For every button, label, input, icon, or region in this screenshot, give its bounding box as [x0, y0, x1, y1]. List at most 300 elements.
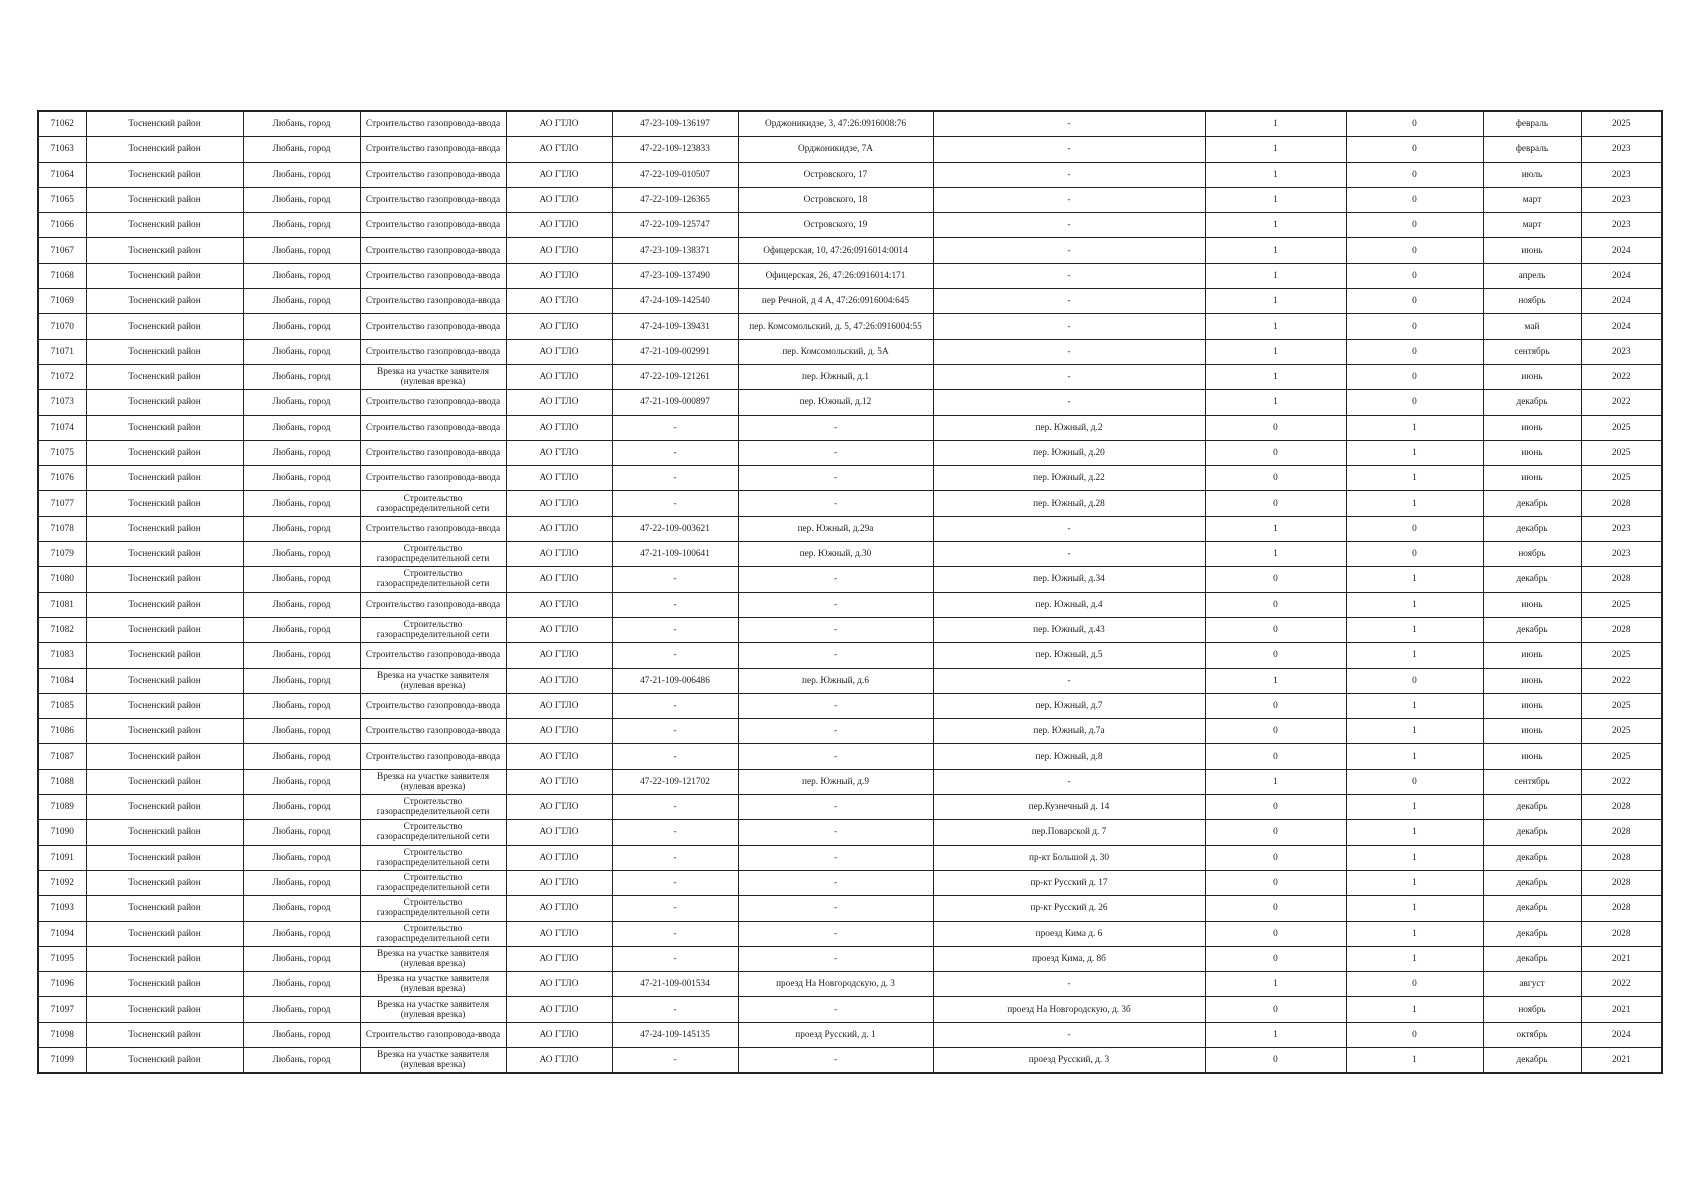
contract-number-cell: 47-22-109-126365 — [612, 187, 738, 212]
address-cell: - — [738, 693, 933, 718]
count-cell-2: 0 — [1346, 111, 1483, 137]
district-cell: Тосненский район — [86, 769, 243, 794]
year-cell: 2023 — [1581, 213, 1662, 238]
year-cell: 2022 — [1581, 668, 1662, 693]
month-cell: июнь — [1483, 719, 1581, 744]
contract-number-cell: - — [612, 921, 738, 946]
work-type-cell: Строительство газопровода-ввода — [360, 263, 506, 288]
table-row — [38, 972, 1662, 997]
work-type-cell: Врезка на участке заявителя (нулевая врезка) — [360, 364, 506, 389]
city-cell: Любань, город — [243, 339, 360, 364]
month-cell: февраль — [1483, 137, 1581, 162]
address-cell: - — [738, 997, 933, 1022]
year-cell: 2028 — [1581, 795, 1662, 820]
count-cell-1: 1 — [1205, 769, 1346, 794]
year-cell: 2025 — [1581, 111, 1662, 137]
count-cell-1: 0 — [1205, 719, 1346, 744]
work-type-cell: Строительство газопровода-ввода — [360, 466, 506, 491]
district-cell: Тосненский район — [86, 1022, 243, 1047]
table-row — [38, 415, 1662, 440]
month-cell: ноябрь — [1483, 289, 1581, 314]
row-id-cell: 71071 — [38, 339, 86, 364]
count-cell-2: 1 — [1346, 870, 1483, 895]
year-cell: 2022 — [1581, 769, 1662, 794]
work-type-cell: Строительство газораспределительной сети — [360, 542, 506, 567]
organization-cell: АО ГТЛО — [506, 617, 612, 642]
district-cell: Тосненский район — [86, 921, 243, 946]
count-cell-2: 0 — [1346, 289, 1483, 314]
organization-cell: АО ГТЛО — [506, 415, 612, 440]
district-cell: Тосненский район — [86, 390, 243, 415]
table-body — [38, 111, 1662, 1073]
city-cell: Любань, город — [243, 567, 360, 592]
organization-cell: АО ГТЛО — [506, 339, 612, 364]
count-cell-2: 0 — [1346, 364, 1483, 389]
contract-number-cell: 47-24-109-142540 — [612, 289, 738, 314]
contract-number-cell: 47-21-109-001534 — [612, 972, 738, 997]
planned-address-cell: пер. Южный, д.28 — [933, 491, 1205, 516]
count-cell-2: 1 — [1346, 1047, 1483, 1073]
count-cell-2: 1 — [1346, 795, 1483, 820]
city-cell: Любань, город — [243, 314, 360, 339]
planned-address-cell: проезд Кима, д. 8б — [933, 946, 1205, 971]
table-row — [38, 795, 1662, 820]
count-cell-2: 1 — [1346, 617, 1483, 642]
district-cell: Тосненский район — [86, 238, 243, 263]
address-cell: - — [738, 896, 933, 921]
address-cell: - — [738, 946, 933, 971]
count-cell-1: 0 — [1205, 921, 1346, 946]
count-cell-1: 0 — [1205, 744, 1346, 769]
address-cell: - — [738, 643, 933, 668]
count-cell-2: 1 — [1346, 643, 1483, 668]
month-cell: декабрь — [1483, 820, 1581, 845]
city-cell: Любань, город — [243, 795, 360, 820]
table-row — [38, 542, 1662, 567]
row-id-cell: 71090 — [38, 820, 86, 845]
count-cell-2: 0 — [1346, 542, 1483, 567]
contract-number-cell: 47-24-109-145135 — [612, 1022, 738, 1047]
contract-number-cell: 47-21-109-100641 — [612, 542, 738, 567]
organization-cell: АО ГТЛО — [506, 946, 612, 971]
row-id-cell: 71097 — [38, 997, 86, 1022]
city-cell: Любань, город — [243, 111, 360, 137]
city-cell: Любань, город — [243, 693, 360, 718]
month-cell: декабрь — [1483, 617, 1581, 642]
planned-address-cell: - — [933, 289, 1205, 314]
planned-address-cell: пер. Южный, д.20 — [933, 440, 1205, 465]
city-cell: Любань, город — [243, 820, 360, 845]
month-cell: сентябрь — [1483, 769, 1581, 794]
organization-cell: АО ГТЛО — [506, 896, 612, 921]
organization-cell: АО ГТЛО — [506, 213, 612, 238]
count-cell-2: 1 — [1346, 415, 1483, 440]
planned-address-cell: - — [933, 769, 1205, 794]
planned-address-cell: - — [933, 213, 1205, 238]
year-cell: 2023 — [1581, 516, 1662, 541]
year-cell: 2025 — [1581, 719, 1662, 744]
planned-address-cell: пер. Южный, д.4 — [933, 592, 1205, 617]
year-cell: 2024 — [1581, 238, 1662, 263]
contract-number-cell: 47-22-109-121261 — [612, 364, 738, 389]
month-cell: июнь — [1483, 643, 1581, 668]
row-id-cell: 71091 — [38, 845, 86, 870]
row-id-cell: 71062 — [38, 111, 86, 137]
address-cell: Островского, 19 — [738, 213, 933, 238]
district-cell: Тосненский район — [86, 339, 243, 364]
organization-cell: АО ГТЛО — [506, 567, 612, 592]
district-cell: Тосненский район — [86, 997, 243, 1022]
row-id-cell: 71099 — [38, 1047, 86, 1073]
month-cell: июнь — [1483, 592, 1581, 617]
city-cell: Любань, город — [243, 542, 360, 567]
district-cell: Тосненский район — [86, 744, 243, 769]
organization-cell: АО ГТЛО — [506, 769, 612, 794]
row-id-cell: 71076 — [38, 466, 86, 491]
count-cell-2: 1 — [1346, 896, 1483, 921]
address-cell: - — [738, 1047, 933, 1073]
table-row — [38, 390, 1662, 415]
contract-number-cell: 47-21-109-000897 — [612, 390, 738, 415]
organization-cell: АО ГТЛО — [506, 820, 612, 845]
row-id-cell: 71067 — [38, 238, 86, 263]
address-cell: - — [738, 820, 933, 845]
month-cell: декабрь — [1483, 795, 1581, 820]
district-cell: Тосненский район — [86, 289, 243, 314]
count-cell-1: 1 — [1205, 213, 1346, 238]
organization-cell: АО ГТЛО — [506, 1022, 612, 1047]
table-row — [38, 466, 1662, 491]
count-cell-1: 1 — [1205, 516, 1346, 541]
organization-cell: АО ГТЛО — [506, 289, 612, 314]
address-cell: - — [738, 921, 933, 946]
district-cell: Тосненский район — [86, 542, 243, 567]
address-cell: пер. Южный, д.1 — [738, 364, 933, 389]
count-cell-1: 1 — [1205, 111, 1346, 137]
address-cell: проезд На Новгородскую, д. 3 — [738, 972, 933, 997]
table-row — [38, 693, 1662, 718]
planned-address-cell: - — [933, 542, 1205, 567]
work-type-cell: Врезка на участке заявителя (нулевая врезка) — [360, 1047, 506, 1073]
district-cell: Тосненский район — [86, 567, 243, 592]
contract-number-cell: - — [612, 997, 738, 1022]
work-type-cell: Строительство газопровода-ввода — [360, 440, 506, 465]
organization-cell: АО ГТЛО — [506, 1047, 612, 1073]
organization-cell: АО ГТЛО — [506, 719, 612, 744]
row-id-cell: 71085 — [38, 693, 86, 718]
planned-address-cell: пер. Южный, д.7а — [933, 719, 1205, 744]
month-cell: декабрь — [1483, 921, 1581, 946]
city-cell: Любань, город — [243, 213, 360, 238]
work-type-cell: Строительство газораспределительной сети — [360, 617, 506, 642]
organization-cell: АО ГТЛО — [506, 516, 612, 541]
count-cell-1: 1 — [1205, 289, 1346, 314]
count-cell-1: 0 — [1205, 693, 1346, 718]
year-cell: 2025 — [1581, 744, 1662, 769]
month-cell: июнь — [1483, 668, 1581, 693]
organization-cell: АО ГТЛО — [506, 187, 612, 212]
planned-address-cell: - — [933, 364, 1205, 389]
address-cell: Островского, 17 — [738, 162, 933, 187]
contract-number-cell: 47-21-109-002991 — [612, 339, 738, 364]
planned-address-cell: пр-кт Большой д. 30 — [933, 845, 1205, 870]
count-cell-2: 1 — [1346, 466, 1483, 491]
planned-address-cell: - — [933, 516, 1205, 541]
planned-address-cell: - — [933, 137, 1205, 162]
month-cell: октябрь — [1483, 1022, 1581, 1047]
year-cell: 2023 — [1581, 339, 1662, 364]
count-cell-2: 0 — [1346, 668, 1483, 693]
address-cell: пер. Южный, д.6 — [738, 668, 933, 693]
city-cell: Любань, город — [243, 289, 360, 314]
contract-number-cell: 47-21-109-006486 — [612, 668, 738, 693]
contract-number-cell: - — [612, 693, 738, 718]
contract-number-cell: - — [612, 744, 738, 769]
address-cell: проезд Русский, д. 1 — [738, 1022, 933, 1047]
work-type-cell: Строительство газопровода-ввода — [360, 1022, 506, 1047]
organization-cell: АО ГТЛО — [506, 390, 612, 415]
month-cell: ноябрь — [1483, 997, 1581, 1022]
district-cell: Тосненский район — [86, 643, 243, 668]
count-cell-2: 0 — [1346, 972, 1483, 997]
planned-address-cell: - — [933, 263, 1205, 288]
city-cell: Любань, город — [243, 643, 360, 668]
table-row — [38, 719, 1662, 744]
contract-number-cell: 47-22-109-123833 — [612, 137, 738, 162]
address-cell: - — [738, 440, 933, 465]
month-cell: июнь — [1483, 440, 1581, 465]
year-cell: 2028 — [1581, 820, 1662, 845]
district-cell: Тосненский район — [86, 213, 243, 238]
district-cell: Тосненский район — [86, 491, 243, 516]
address-cell: пер Речной, д 4 А, 47:26:0916004:645 — [738, 289, 933, 314]
contract-number-cell: - — [612, 1047, 738, 1073]
row-id-cell: 71092 — [38, 870, 86, 895]
count-cell-2: 0 — [1346, 769, 1483, 794]
city-cell: Любань, город — [243, 162, 360, 187]
planned-address-cell: проезд На Новгородскую, д. 3б — [933, 997, 1205, 1022]
work-type-cell: Строительство газопровода-ввода — [360, 592, 506, 617]
count-cell-1: 0 — [1205, 845, 1346, 870]
planned-address-cell: проезд Русский, д. 3 — [933, 1047, 1205, 1073]
row-id-cell: 71065 — [38, 187, 86, 212]
count-cell-2: 0 — [1346, 263, 1483, 288]
table-row — [38, 289, 1662, 314]
month-cell: март — [1483, 187, 1581, 212]
contract-number-cell: - — [612, 946, 738, 971]
count-cell-1: 1 — [1205, 668, 1346, 693]
address-cell: пер. Комсомольский, д. 5, 47:26:0916004:55 — [738, 314, 933, 339]
row-id-cell: 71094 — [38, 921, 86, 946]
year-cell: 2021 — [1581, 946, 1662, 971]
row-id-cell: 71075 — [38, 440, 86, 465]
organization-cell: АО ГТЛО — [506, 263, 612, 288]
row-id-cell: 71084 — [38, 668, 86, 693]
city-cell: Любань, город — [243, 668, 360, 693]
month-cell: апрель — [1483, 263, 1581, 288]
district-cell: Тосненский район — [86, 668, 243, 693]
month-cell: июль — [1483, 162, 1581, 187]
city-cell: Любань, город — [243, 744, 360, 769]
table-row — [38, 668, 1662, 693]
row-id-cell: 71078 — [38, 516, 86, 541]
organization-cell: АО ГТЛО — [506, 111, 612, 137]
row-id-cell: 71073 — [38, 390, 86, 415]
month-cell: сентябрь — [1483, 339, 1581, 364]
address-cell: Орджоникидзе, 7А — [738, 137, 933, 162]
year-cell: 2025 — [1581, 415, 1662, 440]
work-type-cell: Строительство газораспределительной сети — [360, 820, 506, 845]
year-cell: 2023 — [1581, 542, 1662, 567]
row-id-cell: 71079 — [38, 542, 86, 567]
count-cell-2: 1 — [1346, 946, 1483, 971]
count-cell-2: 0 — [1346, 1022, 1483, 1047]
work-type-cell: Врезка на участке заявителя (нулевая врезка) — [360, 946, 506, 971]
district-cell: Тосненский район — [86, 592, 243, 617]
month-cell: ноябрь — [1483, 542, 1581, 567]
count-cell-1: 1 — [1205, 542, 1346, 567]
address-cell: - — [738, 466, 933, 491]
district-cell: Тосненский район — [86, 820, 243, 845]
month-cell: июнь — [1483, 466, 1581, 491]
count-cell-1: 0 — [1205, 567, 1346, 592]
planned-address-cell: пер.Кузнечный д. 14 — [933, 795, 1205, 820]
count-cell-1: 0 — [1205, 820, 1346, 845]
table-row — [38, 238, 1662, 263]
table-row — [38, 162, 1662, 187]
contract-number-cell: 47-22-109-003621 — [612, 516, 738, 541]
table-row — [38, 592, 1662, 617]
row-id-cell: 71077 — [38, 491, 86, 516]
planned-address-cell: пер. Южный, д.22 — [933, 466, 1205, 491]
work-type-cell: Строительство газопровода-ввода — [360, 162, 506, 187]
count-cell-1: 1 — [1205, 364, 1346, 389]
address-cell: пер. Южный, д.9 — [738, 769, 933, 794]
address-cell: Орджоникидзе, 3, 47:26:0916008:76 — [738, 111, 933, 137]
organization-cell: АО ГТЛО — [506, 440, 612, 465]
organization-cell: АО ГТЛО — [506, 592, 612, 617]
count-cell-1: 0 — [1205, 617, 1346, 642]
month-cell: июнь — [1483, 693, 1581, 718]
month-cell: декабрь — [1483, 390, 1581, 415]
work-type-cell: Строительство газораспределительной сети — [360, 896, 506, 921]
count-cell-1: 1 — [1205, 390, 1346, 415]
district-cell: Тосненский район — [86, 896, 243, 921]
year-cell: 2025 — [1581, 440, 1662, 465]
count-cell-1: 0 — [1205, 491, 1346, 516]
year-cell: 2023 — [1581, 187, 1662, 212]
year-cell: 2022 — [1581, 390, 1662, 415]
planned-address-cell: пер. Южный, д.8 — [933, 744, 1205, 769]
count-cell-2: 0 — [1346, 213, 1483, 238]
row-id-cell: 71069 — [38, 289, 86, 314]
contract-number-cell: - — [612, 491, 738, 516]
year-cell: 2028 — [1581, 567, 1662, 592]
city-cell: Любань, город — [243, 946, 360, 971]
district-cell: Тосненский район — [86, 314, 243, 339]
month-cell: июнь — [1483, 744, 1581, 769]
table-row — [38, 997, 1662, 1022]
work-type-cell: Строительство газораспределительной сети — [360, 845, 506, 870]
row-id-cell: 71096 — [38, 972, 86, 997]
table-row — [38, 263, 1662, 288]
work-type-cell: Строительство газопровода-ввода — [360, 693, 506, 718]
address-cell: - — [738, 567, 933, 592]
count-cell-1: 0 — [1205, 592, 1346, 617]
contract-number-cell: - — [612, 415, 738, 440]
district-cell: Тосненский район — [86, 972, 243, 997]
planned-address-cell: пер. Южный, д.5 — [933, 643, 1205, 668]
work-type-cell: Строительство газораспределительной сети — [360, 567, 506, 592]
table-row — [38, 187, 1662, 212]
planned-address-cell: проезд Кима д. 6 — [933, 921, 1205, 946]
table-row — [38, 946, 1662, 971]
count-cell-1: 1 — [1205, 162, 1346, 187]
row-id-cell: 71068 — [38, 263, 86, 288]
table-row — [38, 339, 1662, 364]
table-row — [38, 896, 1662, 921]
month-cell: июнь — [1483, 238, 1581, 263]
count-cell-2: 0 — [1346, 187, 1483, 212]
planned-address-cell: - — [933, 111, 1205, 137]
row-id-cell: 71088 — [38, 769, 86, 794]
row-id-cell: 71070 — [38, 314, 86, 339]
row-id-cell: 71098 — [38, 1022, 86, 1047]
year-cell: 2021 — [1581, 1047, 1662, 1073]
district-cell: Тосненский район — [86, 946, 243, 971]
count-cell-2: 1 — [1346, 820, 1483, 845]
work-type-cell: Строительство газопровода-ввода — [360, 137, 506, 162]
row-id-cell: 71087 — [38, 744, 86, 769]
contract-number-cell: - — [612, 845, 738, 870]
organization-cell: АО ГТЛО — [506, 997, 612, 1022]
city-cell: Любань, город — [243, 896, 360, 921]
table-row — [38, 364, 1662, 389]
table-row — [38, 567, 1662, 592]
work-type-cell: Врезка на участке заявителя (нулевая врезка) — [360, 769, 506, 794]
organization-cell: АО ГТЛО — [506, 744, 612, 769]
count-cell-2: 1 — [1346, 845, 1483, 870]
work-type-cell: Строительство газопровода-ввода — [360, 643, 506, 668]
contract-number-cell: - — [612, 466, 738, 491]
month-cell: февраль — [1483, 111, 1581, 137]
address-cell: пер. Южный, д.12 — [738, 390, 933, 415]
year-cell: 2028 — [1581, 870, 1662, 895]
work-type-cell: Строительство газораспределительной сети — [360, 870, 506, 895]
year-cell: 2023 — [1581, 137, 1662, 162]
count-cell-2: 0 — [1346, 162, 1483, 187]
count-cell-2: 1 — [1346, 693, 1483, 718]
organization-cell: АО ГТЛО — [506, 466, 612, 491]
table-row — [38, 213, 1662, 238]
table-row — [38, 643, 1662, 668]
year-cell: 2022 — [1581, 972, 1662, 997]
row-id-cell: 71095 — [38, 946, 86, 971]
planned-address-cell: пр-кт Русский д. 17 — [933, 870, 1205, 895]
month-cell: декабрь — [1483, 946, 1581, 971]
address-cell: - — [738, 744, 933, 769]
row-id-cell: 71082 — [38, 617, 86, 642]
count-cell-1: 0 — [1205, 997, 1346, 1022]
count-cell-2: 1 — [1346, 744, 1483, 769]
table-row — [38, 440, 1662, 465]
address-cell: пер. Комсомольский, д. 5А — [738, 339, 933, 364]
month-cell: декабрь — [1483, 896, 1581, 921]
year-cell: 2023 — [1581, 162, 1662, 187]
contract-number-cell: - — [612, 440, 738, 465]
organization-cell: АО ГТЛО — [506, 921, 612, 946]
district-cell: Тосненский район — [86, 845, 243, 870]
